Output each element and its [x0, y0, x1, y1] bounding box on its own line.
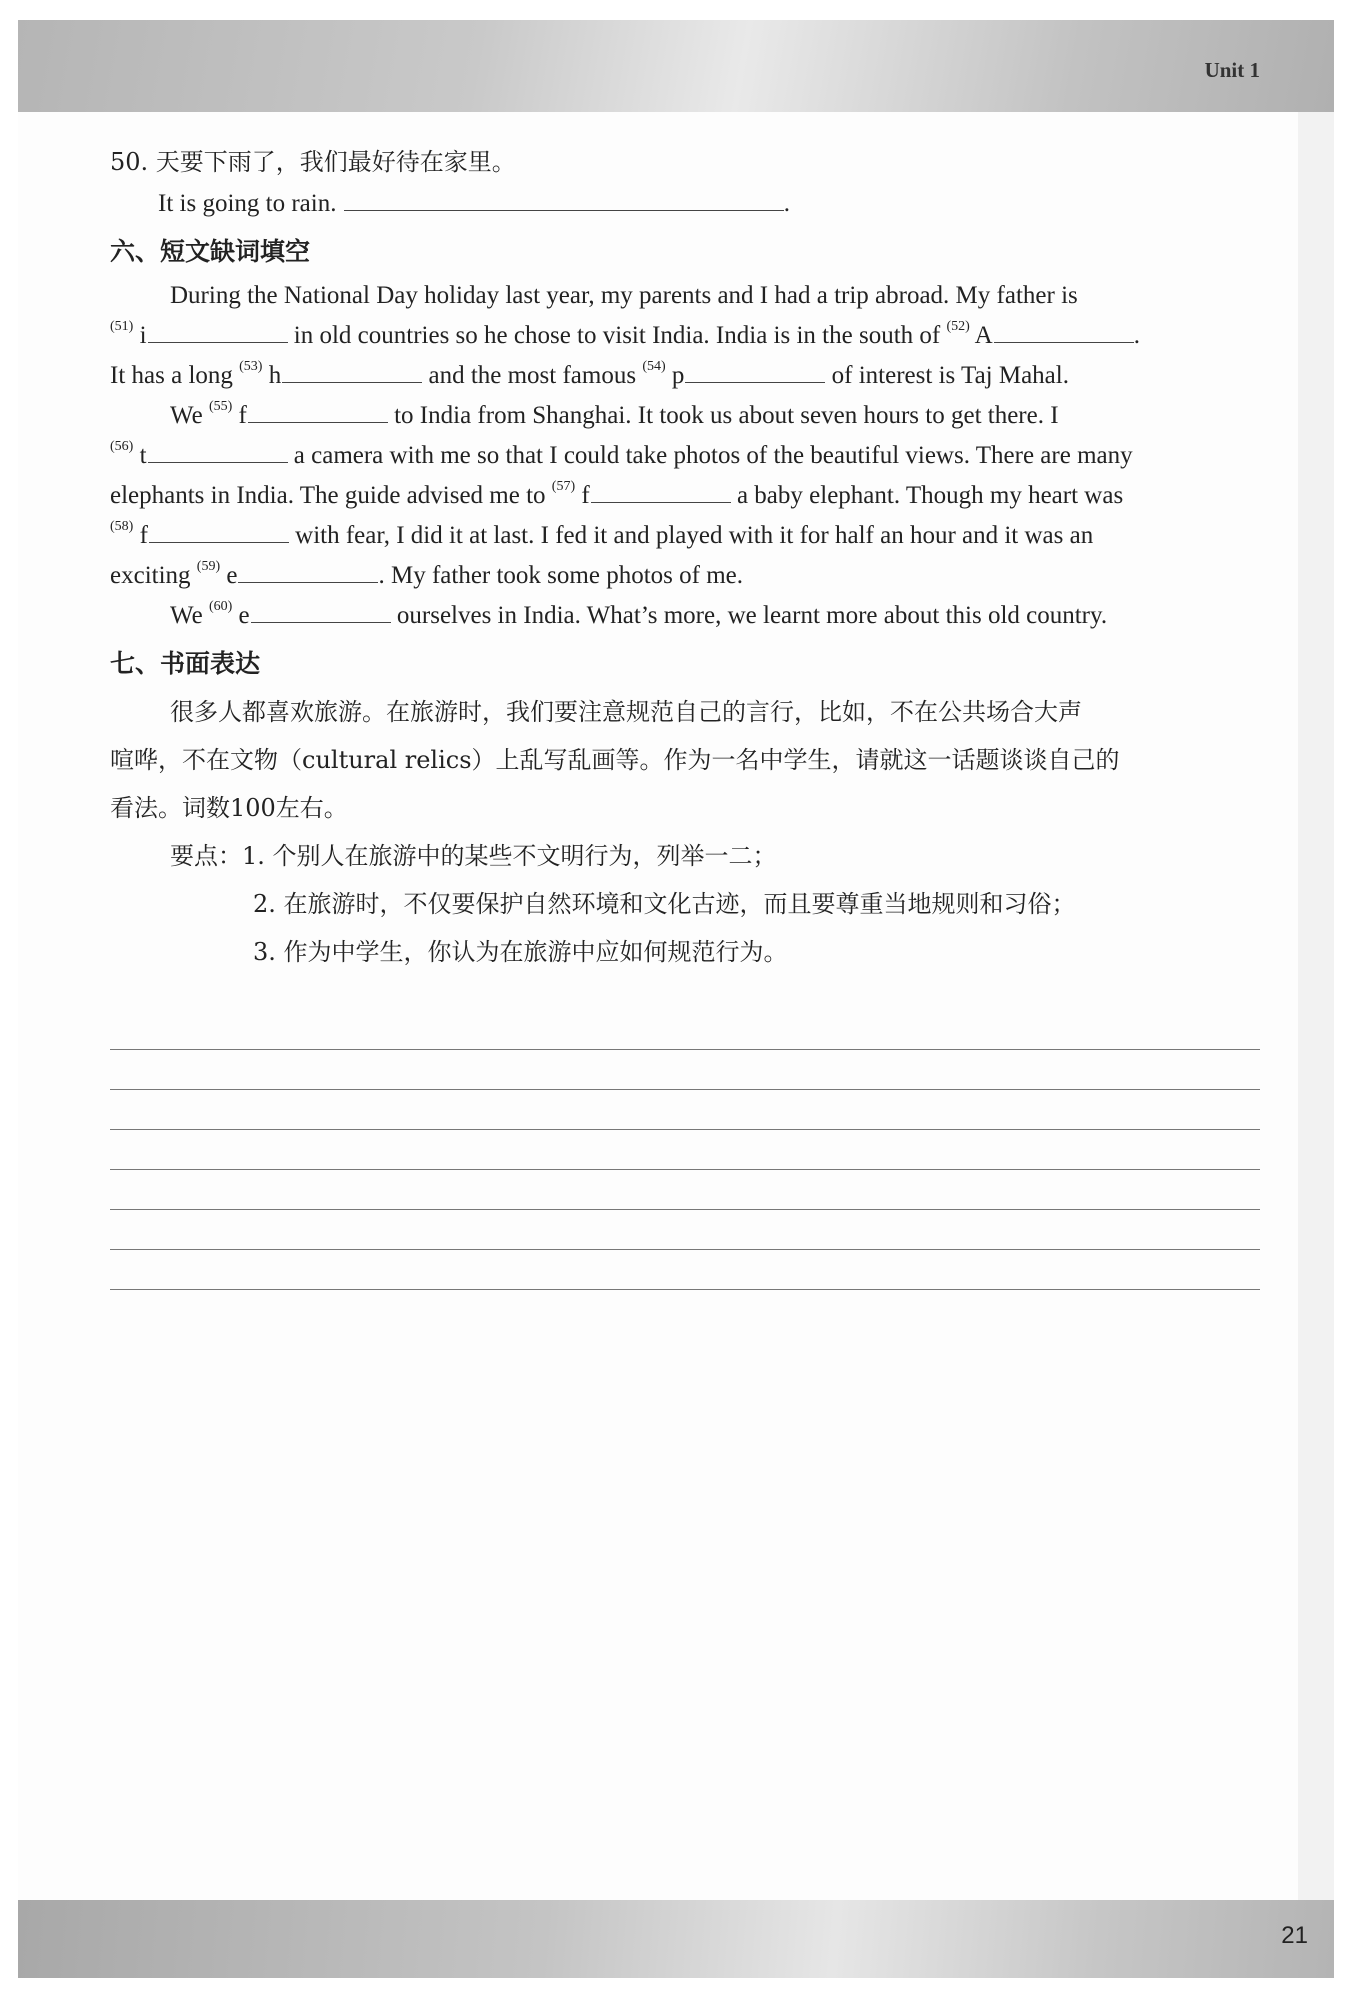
cloze-line-7 [110, 516, 1260, 556]
writing-point-1: 要点：1. 个别人在旅游中的某些不文明行为，列举一二； [170, 842, 777, 870]
cloze-text: with fear, I did it at last. I fed it and played with it for half an hour and it was an [295, 522, 1094, 549]
cloze-text: a baby elephant. Though my heart was [736, 482, 1124, 509]
cloze-text: ourselves in India. What’s more, we learnt more about this old country. [396, 602, 1108, 629]
writing-prompt-line-2: 喧哗，不在文物（cultural relics）上乱写乱画等。作为一名中学生，请就这一话题谈谈自己的 [110, 746, 1120, 774]
q50-blank[interactable] [344, 188, 784, 211]
q50-english: It is going to rain. [158, 190, 337, 217]
q55-letter: f [238, 402, 247, 429]
q59-letter: e [226, 562, 238, 589]
cloze-line-5 [110, 436, 1260, 476]
q50-prompt: 50. 天要下雨了，我们最好待在家里。 [110, 148, 516, 176]
q55-blank[interactable] [248, 400, 388, 423]
q58-letter: f [139, 522, 148, 549]
q58-blank[interactable] [149, 520, 289, 543]
q55-number: (55) [208, 398, 233, 414]
q60-number: (60) [208, 598, 233, 614]
q53-letter: h [268, 362, 282, 389]
cloze-text: We [170, 402, 203, 429]
page-content [110, 140, 1260, 1290]
header-band [18, 20, 1334, 112]
writing-line[interactable] [110, 1250, 1260, 1290]
unit-label: Unit 1 [1204, 58, 1260, 82]
q56-number: (56) [110, 438, 134, 454]
cloze-text: . [1133, 322, 1140, 349]
footer-band [18, 1900, 1334, 1978]
writing-prompt-line-3: 看法。词数100左右。 [110, 794, 348, 822]
cloze-text: of interest is Taj Mahal. [831, 362, 1069, 389]
q56-letter: t [139, 442, 147, 469]
cloze-text: elephants in India. The guide advised me to [110, 482, 546, 509]
cloze-line-2 [110, 316, 1260, 356]
q50-end: . [783, 190, 790, 217]
writing-line[interactable] [110, 1010, 1260, 1050]
q51-number: (51) [110, 318, 134, 334]
cloze-text: exciting [110, 562, 191, 589]
q54-blank[interactable] [685, 360, 825, 383]
cloze-text: to India from Shanghai. It took us about seven hours to get there. I [394, 402, 1059, 429]
cloze-line-9 [110, 596, 1260, 636]
writing-line[interactable] [110, 1090, 1260, 1130]
cloze-line-4 [110, 396, 1260, 436]
q58-number: (58) [110, 518, 134, 534]
q60-blank[interactable] [251, 600, 391, 623]
writing-point-3: 3. 作为中学生，你认为在旅游中应如何规范行为。 [253, 938, 788, 966]
cloze-text: and the most famous [428, 362, 637, 389]
q53-number: (53) [239, 358, 263, 374]
cloze-text: in old countries so he chose to visit India. India is in the south of [293, 322, 941, 349]
q51-letter: i [139, 322, 147, 349]
page-number: 21 [1281, 1922, 1308, 1949]
q56-blank[interactable] [148, 440, 288, 463]
q52-number: (52) [946, 318, 970, 334]
q51-blank[interactable] [148, 320, 288, 343]
q52-letter: A [974, 322, 993, 349]
cloze-line-8 [110, 556, 1260, 596]
writing-line[interactable] [110, 1130, 1260, 1170]
section6-title: 六、短文缺词填空 [110, 237, 311, 266]
q53-blank[interactable] [282, 360, 422, 383]
writing-point-2: 2. 在旅游时，不仅要保护自然环境和文化古迹，而且要尊重当地规则和习俗； [253, 890, 1076, 918]
writing-area[interactable] [110, 1010, 1260, 1290]
cloze-text: a camera with me so that I could take photos of the beautiful views. There are many [293, 442, 1133, 469]
cloze-line-6 [110, 476, 1260, 516]
cloze-line-3 [110, 356, 1260, 396]
cloze-text: . My father took some photos of me. [378, 562, 743, 589]
cloze-text: We [170, 602, 203, 629]
q57-blank[interactable] [591, 480, 731, 503]
q57-letter: f [581, 482, 590, 509]
q59-number: (59) [196, 558, 221, 574]
cloze-line-1: During the National Day holiday last year, my parents and I had a trip abroad. My father is [170, 282, 1078, 309]
q52-blank[interactable] [994, 320, 1134, 343]
cloze-text: It has a long [110, 362, 233, 389]
writing-line[interactable] [110, 1050, 1260, 1090]
q54-letter: p [671, 362, 685, 389]
writing-line[interactable] [110, 1210, 1260, 1250]
section7-title: 七、书面表达 [110, 649, 261, 678]
q54-number: (54) [642, 358, 666, 374]
q57-number: (57) [551, 478, 576, 494]
writing-prompt-line-1: 很多人都喜欢旅游。在旅游时，我们要注意规范自己的言行，比如，不在公共场合大声 [170, 698, 1082, 726]
q60-letter: e [238, 602, 250, 629]
writing-line[interactable] [110, 1170, 1260, 1210]
q59-blank[interactable] [238, 560, 378, 583]
q50-answer-line [110, 184, 1260, 224]
